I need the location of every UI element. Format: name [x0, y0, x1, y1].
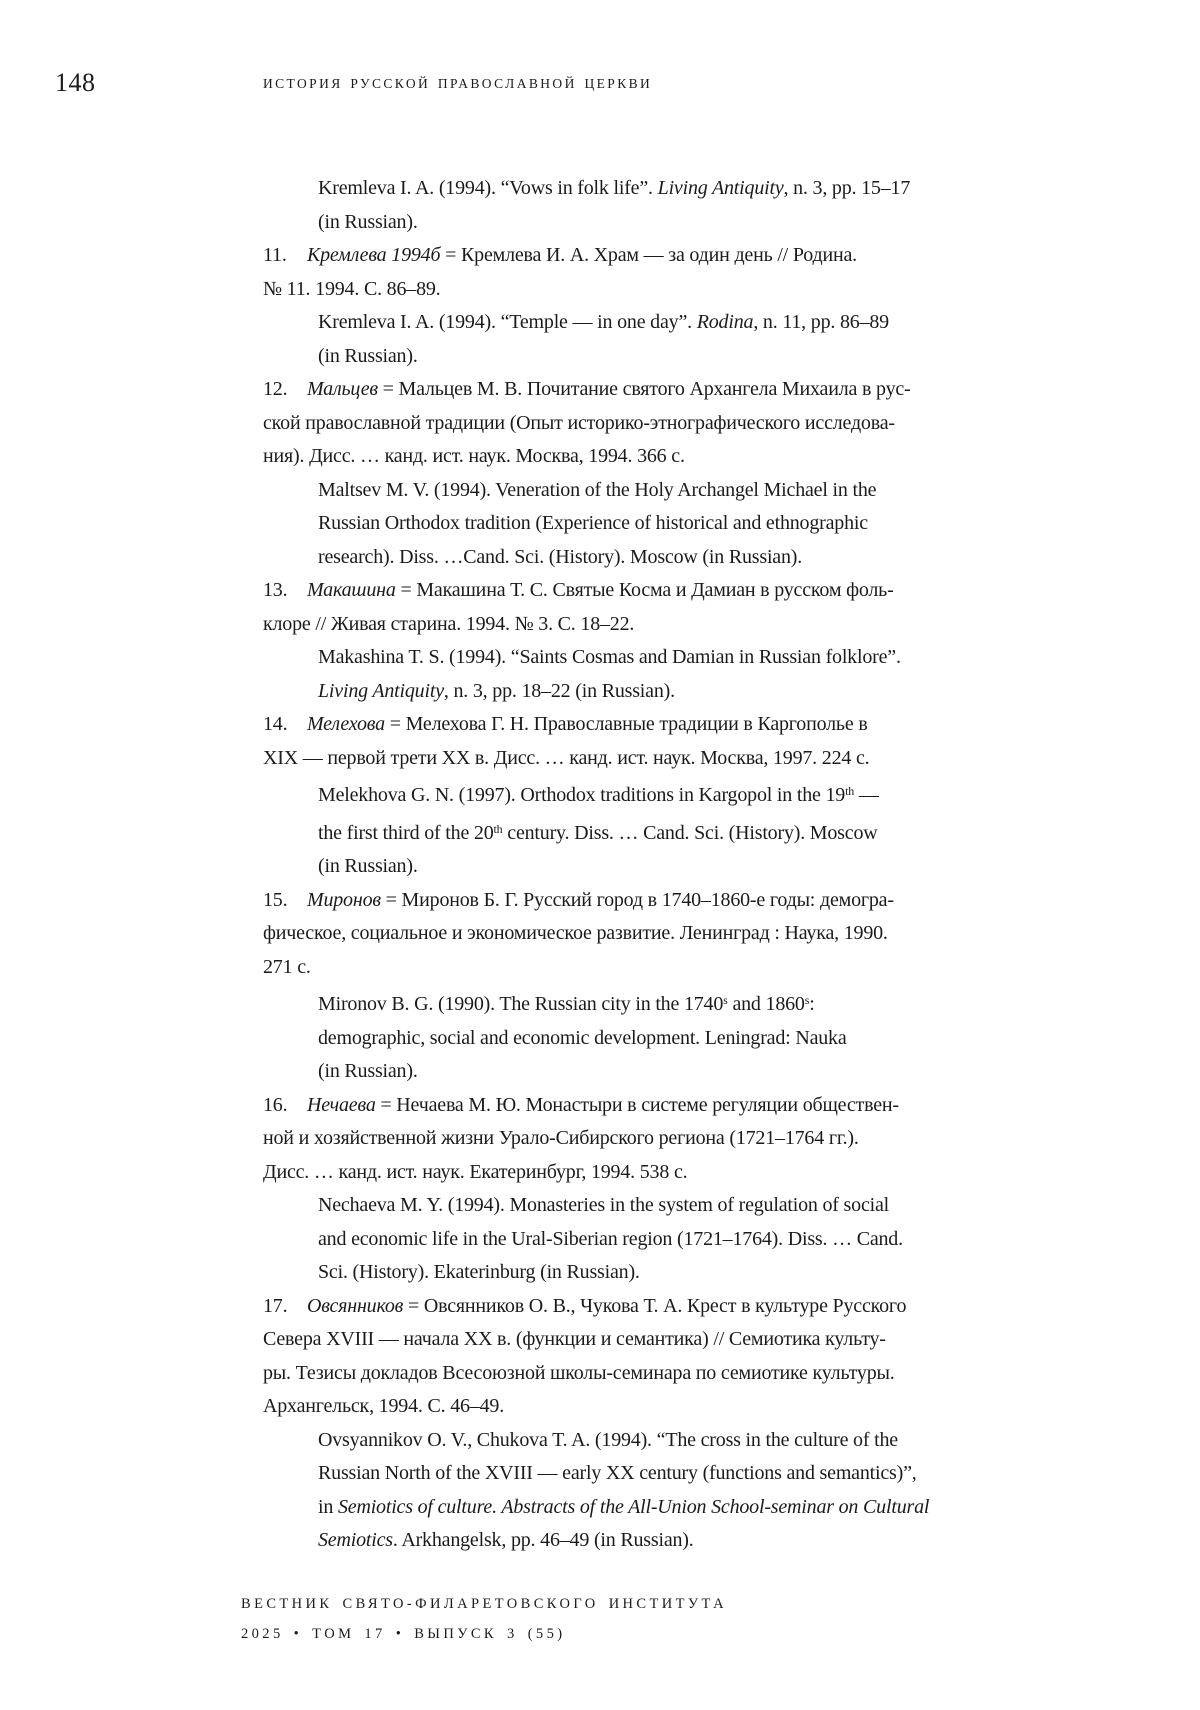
entry-number: 17.: [263, 1294, 288, 1317]
text: , n. 3, pp. 15–17: [783, 177, 911, 199]
text: :: [809, 993, 815, 1015]
text: ры. Тезисы докладов Всесоюзной школы-семинара по семиотике культуры.: [263, 1361, 895, 1384]
bib-line: [263, 984, 1023, 1022]
bib-line: [263, 1256, 1023, 1290]
bib-line: [263, 407, 1023, 441]
bib-line: [263, 1122, 1023, 1156]
bib-line: [263, 850, 1023, 884]
text: , n. 3, pp. 18–22 (in Russian).: [443, 679, 675, 702]
text: 271 с.: [263, 955, 311, 978]
text: ния). Дисс. … канд. ист. наук. Москва, 1994. 366 с.: [263, 445, 685, 467]
text: in: [318, 1495, 338, 1518]
text: ской православной традиции (Опыт историко-этнографического исследова-: [263, 411, 895, 434]
bib-line: [263, 340, 1023, 374]
page-footer: [241, 1589, 727, 1649]
superscript-text: s: [804, 993, 810, 1007]
entry-number: 14.: [263, 713, 288, 735]
text: Maltsev M. V. (1994). Veneration of the Holy Archangel Michael in the: [318, 478, 877, 501]
entry-number: 11.: [263, 244, 287, 266]
italic-text: Мальцев: [307, 378, 378, 400]
footer-journal-title: ВЕСТНИК СВЯТО-ФИЛАРЕТОВСКОГО ИНСТИТУТА: [241, 1596, 727, 1612]
bib-line: [263, 608, 1023, 642]
bib-entry-first-line: [263, 239, 1023, 273]
italic-text: Миронов: [307, 888, 381, 911]
text: = Макашина Т. С. Святые Косма и Дамиан в русском фоль-: [395, 579, 894, 601]
bib-line: [263, 1022, 1023, 1056]
text: and economic life in the Ural-Siberian region (1721–1764). Diss. … Cand.: [318, 1227, 903, 1250]
bib-line: [263, 917, 1023, 951]
text: demographic, social and economic development. Leningrad: Nauka: [318, 1026, 847, 1049]
text: Архангельск, 1994. С. 46–49.: [263, 1395, 505, 1417]
text: Nechaeva M. Y. (1994). Monasteries in the system of regulation of social: [318, 1194, 890, 1216]
entry-number: 15.: [263, 888, 288, 911]
text: = Миронов Б. Г. Русский город в 1740–1860-е годы: демогра-: [380, 888, 894, 911]
text: XIX — первой трети XX в. Дисс. … канд. ист. наук. Москва, 1997. 224 с.: [263, 746, 870, 769]
italic-text: Макашина: [307, 579, 396, 601]
text: (in Russian).: [318, 210, 418, 233]
bib-line: [263, 1055, 1023, 1089]
text: № 11. 1994. С. 86–89.: [263, 277, 441, 300]
italic-text: Semiotics of culture. Abstracts of the All-Union School-seminar on Cultural: [337, 1495, 930, 1518]
text: —: [854, 784, 879, 806]
bib-line: [263, 206, 1023, 240]
text: Russian North of the XVIII — early XX century (functions and semantics)”,: [318, 1462, 917, 1484]
bib-line: [263, 1156, 1023, 1190]
bib-entry-first-line: [263, 884, 1023, 918]
entry-number: 13.: [263, 579, 288, 601]
italic-text: Living Antiquity: [657, 177, 784, 199]
bib-line: [263, 1424, 1023, 1458]
superscript-text: th: [845, 784, 855, 798]
italic-text: Living Antiquity: [318, 679, 444, 702]
bib-entry-first-line: [263, 574, 1023, 608]
bib-line: [263, 1390, 1023, 1424]
bib-line: [263, 273, 1023, 307]
bib-line: [263, 541, 1023, 575]
italic-text: Rodina: [696, 311, 754, 333]
bib-line: [263, 474, 1023, 508]
italic-text: Мелехова: [307, 713, 385, 735]
bib-line: [263, 742, 1023, 776]
text: Makashina T. S. (1994). “Saints Cosmas and Damian in Russian folklore”.: [318, 646, 901, 668]
text: (in Russian).: [318, 855, 418, 877]
bib-line: [263, 675, 1023, 709]
text: = Нечаева М. Ю. Монастыри в системе регуляции обществен-: [375, 1093, 899, 1116]
bib-entry-first-line: [263, 1089, 1023, 1123]
bib-line: [263, 440, 1023, 474]
bib-line: [263, 1524, 1023, 1558]
bib-line: [263, 1457, 1023, 1491]
text: Севера XVIII — начала XX в. (функции и семантика) // Семиотика культу-: [263, 1328, 886, 1350]
italic-text: Овсянников: [307, 1294, 404, 1317]
text: , n. 11, pp. 86–89: [753, 311, 889, 333]
entry-number: 12.: [263, 378, 288, 400]
footer-issue-line: 2025 • ТОМ 17 • ВЫПУСК 3 (55): [241, 1626, 566, 1642]
bib-line: [263, 1357, 1023, 1391]
bib-entry-first-line: [263, 373, 1023, 407]
text: фическое, социальное и экономическое развитие. Ленинград : Наука, 1990.: [263, 922, 888, 944]
superscript-text: th: [493, 821, 503, 836]
text: century. Diss. … Cand. Sci. (History). Moscow: [502, 821, 878, 844]
text: Mironov B. G. (1990). The Russian city in the 1740: [318, 993, 724, 1015]
page-number: 148: [55, 68, 96, 97]
text: Kremleva I. A. (1994). “Temple — in one day”.: [318, 311, 697, 333]
bib-line: [263, 641, 1023, 675]
text: Ovsyannikov O. V., Chukova T. A. (1994). “The cross in the culture of the: [318, 1428, 898, 1451]
bib-entry-first-line: [263, 1290, 1023, 1324]
bib-line: [263, 507, 1023, 541]
text: research). Diss. …Cand. Sci. (History). Moscow (in Russian).: [318, 545, 803, 568]
text: Kremleva I. A. (1994). “Vows in folk life”.: [318, 177, 658, 199]
text: ной и хозяйственной жизни Урало-Сибирского региона (1721–1764 гг.).: [263, 1127, 859, 1149]
text: . Arkhangelsk, pp. 46–49 (in Russian).: [392, 1529, 694, 1551]
running-head: ИСТОРИЯ РУССКОЙ ПРАВОСЛАВНОЙ ЦЕРКВИ: [263, 76, 653, 91]
text: = Овсянников О. В., Чукова Т. А. Крест в культуре Русского: [403, 1294, 907, 1317]
text: Дисс. … канд. ист. наук. Екатеринбург, 1994. 538 с.: [263, 1160, 688, 1183]
bib-line: [263, 1223, 1023, 1257]
bib-line: [263, 306, 1023, 340]
bib-line: [263, 172, 1023, 206]
text: Russian Orthodox tradition (Experience of historical and ethnographic: [318, 512, 868, 534]
bib-line: [263, 1323, 1023, 1357]
text: (in Russian).: [318, 344, 418, 367]
bib-line: [263, 813, 1023, 851]
text: = Мальцев М. В. Почитание святого Архангела Михаила в рус-: [377, 378, 911, 400]
text: Melekhova G. N. (1997). Orthodox traditions in Kargopol in the 19: [318, 784, 846, 806]
bibliography: [263, 172, 1023, 1558]
italic-text: Semiotics: [318, 1529, 393, 1551]
text: = Мелехова Г. Н. Православные традиции в Каргополье в: [384, 713, 868, 735]
superscript-text: s: [723, 993, 728, 1007]
text: the first third of the 20: [318, 821, 494, 844]
text: = Кремлева И. А. Храм — за один день // Родина.: [440, 244, 857, 266]
text: клоре // Живая старина. 1994. № 3. С. 18–22.: [263, 612, 635, 635]
bib-line: [263, 775, 1023, 813]
bib-line: [263, 951, 1023, 985]
bib-line: [263, 1491, 1023, 1525]
text: (in Russian).: [318, 1060, 418, 1082]
bib-line: [263, 1189, 1023, 1223]
entry-number: 16.: [263, 1093, 288, 1116]
text: and 1860: [727, 993, 805, 1015]
italic-text: Нечаева: [307, 1093, 376, 1116]
bib-entry-first-line: [263, 708, 1023, 742]
text: Sci. (History). Ekaterinburg (in Russian).: [318, 1261, 640, 1283]
italic-text: Кремлева 1994б: [307, 244, 441, 266]
